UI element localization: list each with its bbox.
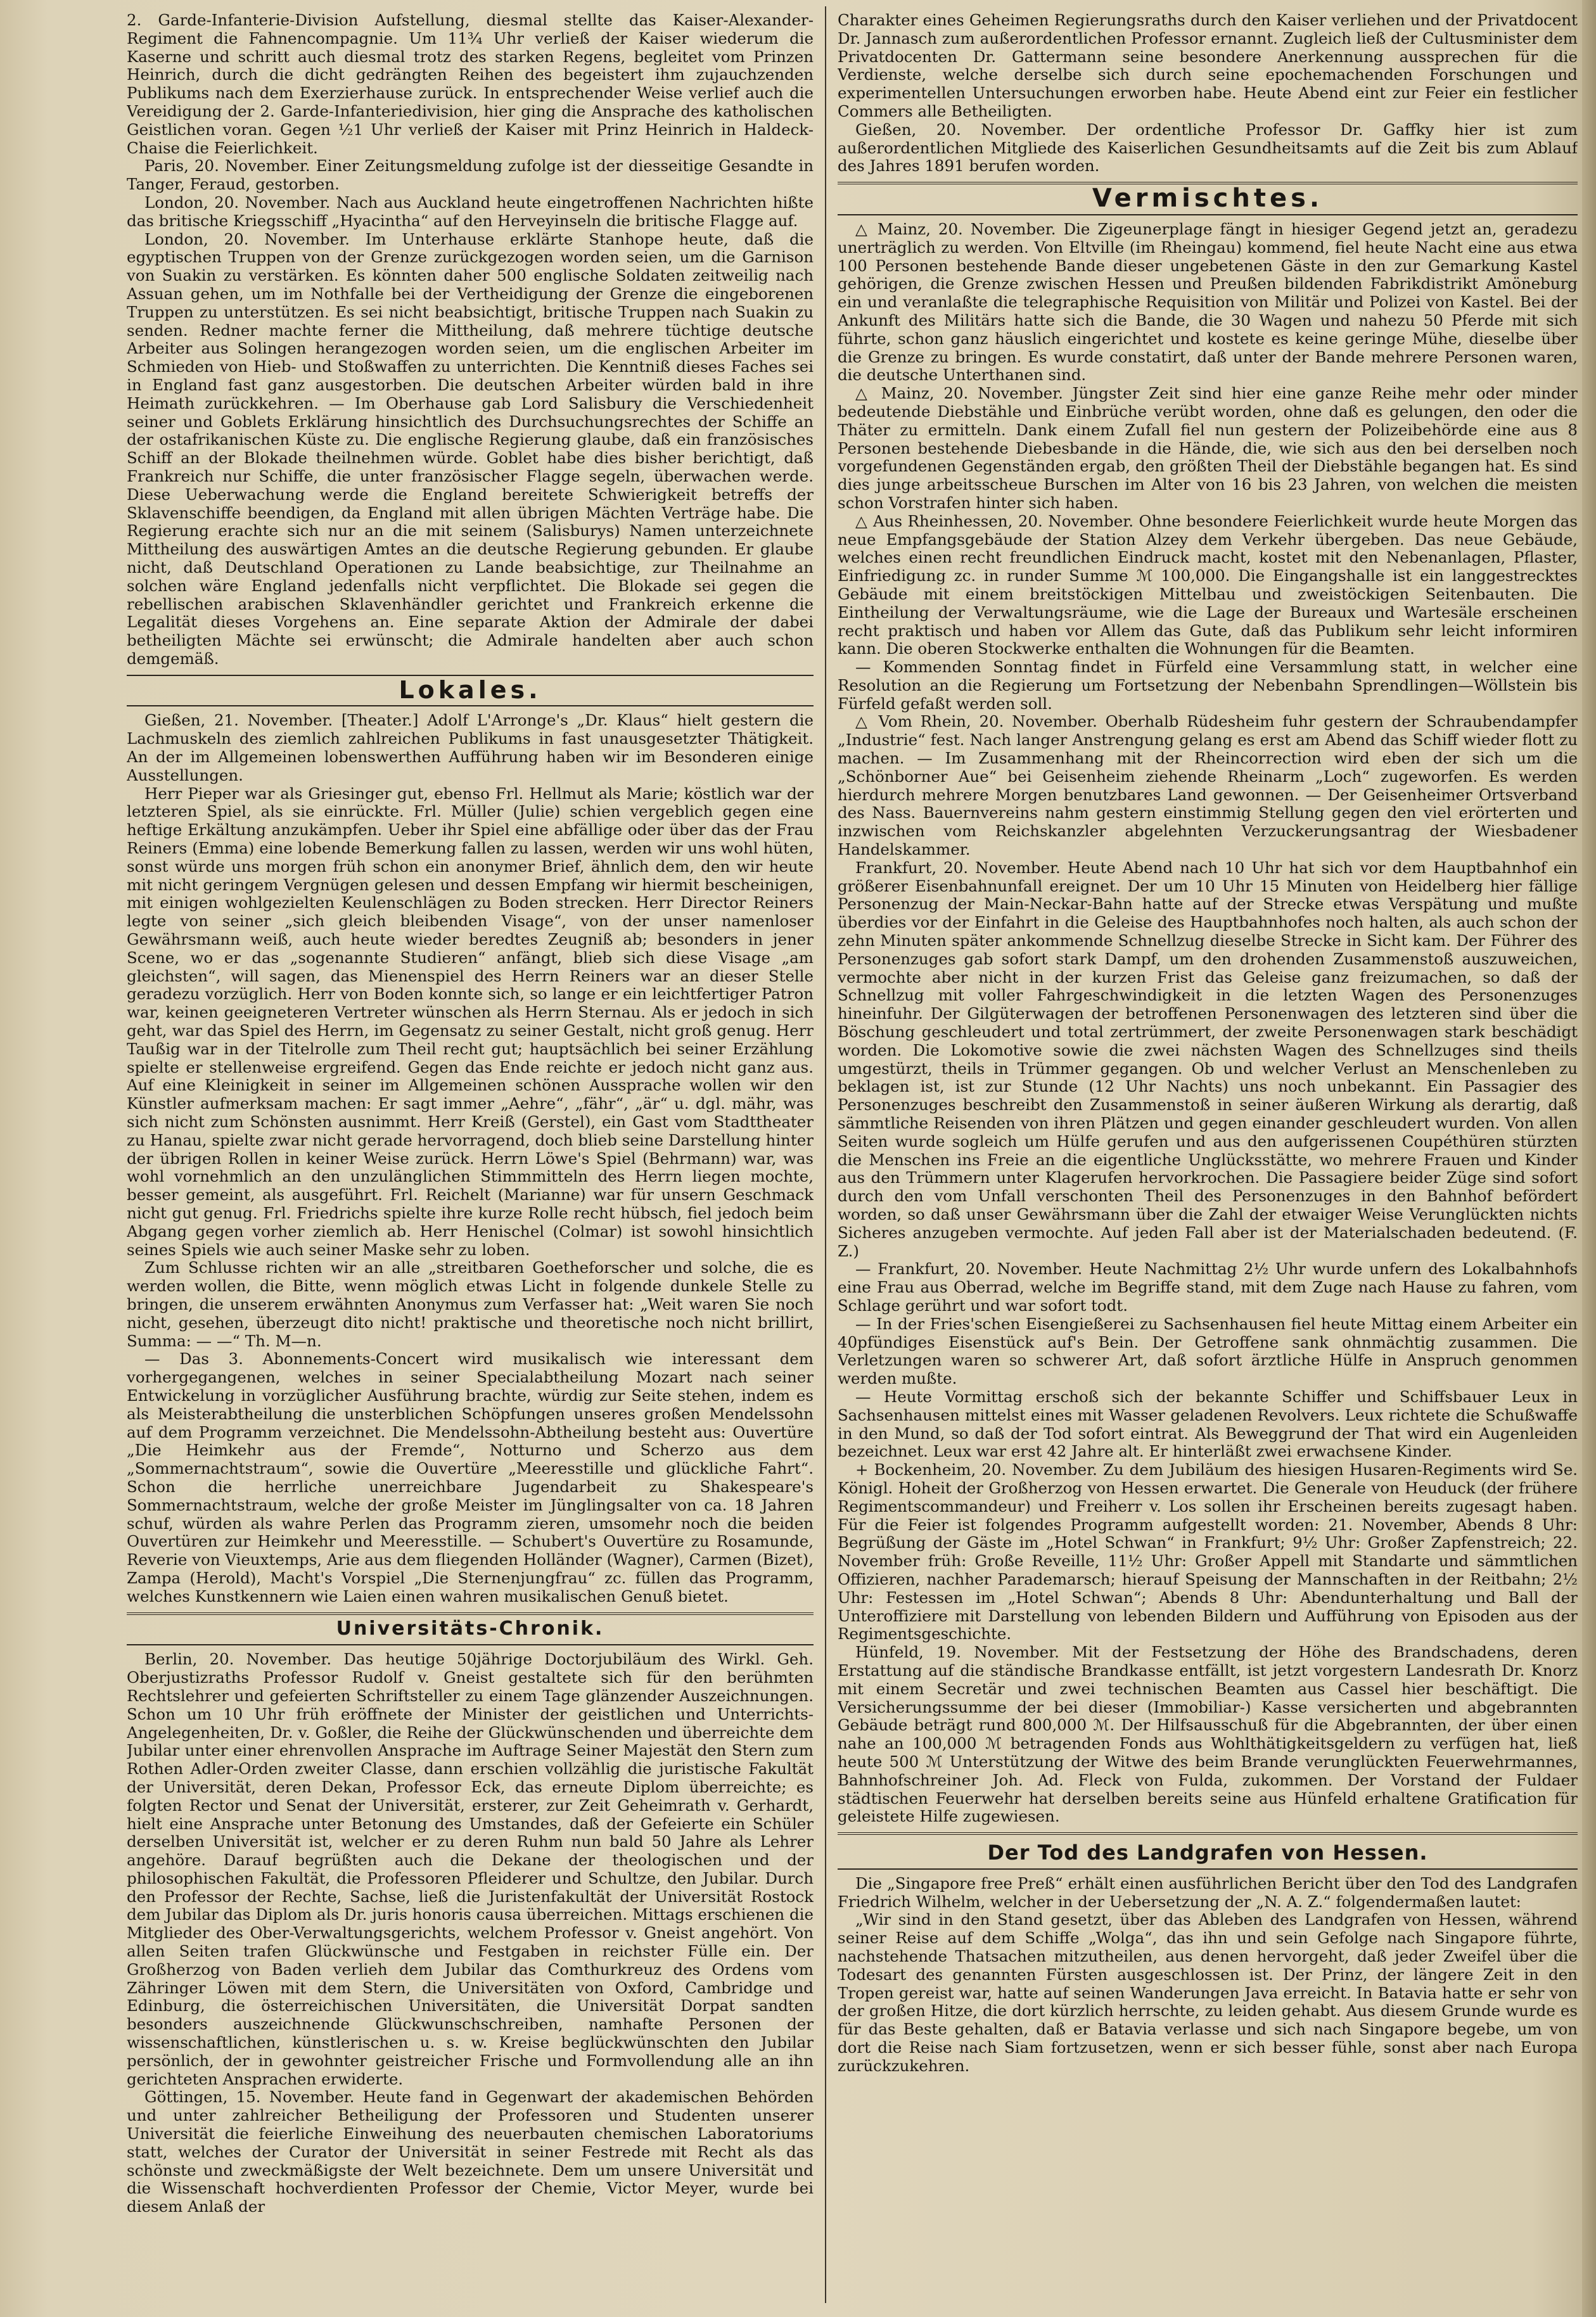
article-paragraph: — Das 3. Abonnements-Concert wird musikalisch wie interessant dem vorhergegangenen, welches in seiner Specialabtheilung Mozart nach seiner Entwickelung in vorzüglicher Ausführung brachte, würdig zur Seite stehen, indem es als Meisterabtheilung die unsterblichen Schöpfungen unseres großen Mendelssohn auf dem Programm verzeichnet. Die Mendelssohn-Abtheilung besteht aus: Ouvertüre „Die Heimkehr aus der Fremde“, Notturno und Scherzo aus dem „Sommernachtstraum“, sowie die Ouvertüre „Meeresstille und glückliche Fahrt“. Schon die herrliche unerreichbare Jugendarbeit zu Shakespeare's Sommernachtstraum, welche der große Meister im Jünglingsalter von ca. 18 Jahren schuf, würden als wahre Perlen das Programm zieren, umsomehr noch die beiden Ouvertüren zur Heimkehr und Meeresstille. — Schubert's Ouvertüre zu Rosamunde, Reverie von Vieuxtemps, Arie aus dem fliegenden Holländer (Wagner), Carmen (Bizet), Zampa (Herold), Macht's Vorspiel „Die Sternenjungfrau“ zc. füllen das Programm, welches Kunstkennern wie Laien einen wahren musikalischen Genuß bietet. (127, 1350, 814, 1605)
left-column (127, 11, 814, 2299)
article-paragraph: London, 20. November. Nach aus Auckland heute eingetroffenen Nachrichten hißte das britische Kriegsschiff „Hyacintha“ auf den Herveyinseln die britische Flagge auf. (127, 193, 814, 230)
article-paragraph: Zum Schlusse richten wir an alle „streitbaren Goetheforscher und solche, die es werden wollen, die Bitte, wenn möglich etwas Licht in folgende dunkele Stelle zu bringen, die unserem erwähnten Anonymus zum Verfasser hat: „Weit waren Sie noch nicht, gesehen, überzeugt dito nicht! praktische und theoretische noch nicht brillirt, Summa: — —“ Th. M—n. (127, 1258, 814, 1350)
article-paragraph: Frankfurt, 20. November. Heute Abend nach 10 Uhr hat sich vor dem Hauptbahnhof ein größerer Eisenbahnunfall ereignet. Der um 10 Uhr 15 Minuten von Heidelberg hier fällige Personenzug der Main-Neckar-Bahn hatte auf der Strecke etwas Verspätung und mußte überdies vor der Einfahrt in die Geleise des Hauptbahnhofes noch halten, als auch schon der zehn Minuten später ankommende Schnellzug dieselbe Strecke in Sicht kam. Der Führer des Personenzuges gab sofort stark Dampf, um den drohenden Zusammenstoß auszuweichen, vermochte aber nicht in der kurzen Frist das Geleise ganz freizumachen, so daß der Schnellzug mit voller Fahrgeschwindigkeit in die letzten Wagen des Personenzuges hineinfuhr. Der Gilgüterwagen der betroffenen Personenwagen des letzteren sind über die Böschung geschleudert und total zertrümmert, der zweite Personenwagen stark beschädigt worden. Die Lokomotive sowie die zwei nächsten Wagen des Schnellzuges sind theils umgestürzt, theils in Trümmer gegangen. Ob und welcher Verlust an Menschenleben zu beklagen ist, ist zur Stunde (12 Uhr Nachts) uns noch unbekannt. Ein Passagier des Personenzuges beschreibt den Zusammenstoß in seiner äußeren Wirkung als derartig, daß sämmtliche Reisenden von ihren Plätzen und gegen einander geschleudert wurden. Von allen Seiten wurde sogleich um Hülfe gerufen und aus den aufgerissenen Coupéthüren stürzten die Menschen ins Freie an die eigentliche Unglücksstätte, wo mehrere Frauen und Kinder aus den Trümmern unter Klagerufen hervorkrochen. Die Passagiere beider Züge sind sofort durch den vom Unfall verschonten Theil des Personenzuges in den Bahnhof befördert worden, so daß unser Gewährsmann über die Zahl der etwaiger Weise Verunglückten nichts Sicheres anzugeben vermochte. Auf jeden Fall aber ist der Materialschaden bedeutend. (F. Z.) (838, 858, 1578, 1260)
article-paragraph: △ Aus Rheinhessen, 20. November. Ohne besondere Feierlichkeit wurde heute Morgen das neue Empfangsgebäude der Station Alzey dem Verkehr übergeben. Das neue Gebäude, welches einen recht freundlichen Eindruck macht, kostet mit den Nebenanlagen, Pflaster, Einfriedigung zc. in runder Summe ℳ 100,000. Die Eingangshalle ist ein langgestrecktes Gebäude mit einem breitstöckigen Mittelbau und zweistöckigen Seitenbauten. Die Eintheilung der Verwaltungsräume, wie die Lage der Bureaux und Wartesäle erscheinen recht praktisch und haben vor Allem das Gute, daß das Publikum sehr leicht informiren kann. Die oberen Stockwerke enthalten die Wohnungen für die Beamten. (838, 511, 1578, 658)
article-paragraph: „Wir sind in den Stand gesetzt, über das Ableben des Landgrafen von Hessen, während seiner Reise auf dem Schiffe „Wolga“, das ihn und sein Gefolge nach Singapore führte, nachstehende Thatsachen mitzutheilen, aus denen hervorgeht, daß jeder Zweifel über die Todesart des genannten Fürsten ausgeschlossen ist. Der Prinz, der längere Zeit in den Tropen gereist war, hatte auf seinen Wanderungen Java erreicht. In Batavia hatte er sehr von der großen Hitze, die dort kürzlich herrschte, zu leiden gehabt. Aus diesem Grunde wurde es für das Beste gehalten, daß er Batavia verlasse und sich nach Singapore begebe, um von dort die Reise nach Siam fortzusetzen, wenn er sich besser fühle, sonst aber nach Europa zurückzukehren. (838, 1910, 1578, 2075)
article-paragraph: Die „Singapore free Preß“ erhält einen ausführlichen Bericht über den Tod des Landgrafen Friedrich Wilhelm, welcher in der Uebersetzung der „N. A. Z.“ folgendermaßen lautet: (838, 1873, 1578, 1911)
article-paragraph: △ Mainz, 20. November. Die Zigeunerplage fängt in hiesiger Gegend jetzt an, geradezu unerträglich zu werden. Von Eltville (im Rheingau) kommend, fiel heute Nacht eine aus etwa 100 Personen bestehende Bande dieser ungebetenen Gäste in den zur Gemarkung Kastel gehörigen, die Grenze zwischen Hessen und Preußen bildenden Fabrikdistrikt Amöneburg ein und veranlaßte die telegraphische Requisition von Militär und Polizei von Kastel. Bei der Ankunft des Militärs hatte sich die Bande, die 30 Wagen und nahezu 50 Pferde mit sich führte, schon ganz häuslich eingerichtet und kostete es keine geringe Mühe, dieselbe über die Grenze zu bringen. Es wurde constatirt, daß unter der Bande mehrere Personen waren, die deutsche Unterthanen sind. (838, 219, 1578, 385)
section-divider (127, 705, 814, 706)
section-divider (127, 1612, 814, 1615)
section-divider (838, 1832, 1578, 1835)
section-heading-universitaet: Universitäts-Chronik. (336, 1617, 604, 1640)
article-paragraph: Hünfeld, 19. November. Mit der Festsetzung der Höhe des Brandschadens, deren Erstattung auf die ständische Brandkasse entfällt, ist jetzt vorgestern Landesrath Dr. Knorz mit einem Secretär und zwei technischen Beamten aus Cassel hier beschäftigt. Die Versicherungssumme der bei dieser (Immobiliar-) Kasse versicherten und abgebrannten Gebäude beträgt rund 800,000 ℳ. Der Hilfsausschuß für die Abgebrannten, der über einen nahe an 100,000 ℳ betragenden Fonds aus Wohlthätigkeitsgeldern zu verfügen hat, ließ heute 500 ℳ Unterstützung der Witwe des beim Brande verunglückten Feuerwehrmannes, Bahnhofschreiner Joh. Ad. Fleck von Fulda, zukommen. Der Vorstand der Fuldaer städtischen Feuerwehr hat derselben bereits seine aus Hünfeld erhaltene Gratification für geleistete Hilfe zugewiesen. (838, 1643, 1578, 1826)
page-edge (1582, 0, 1596, 2317)
right-column (838, 11, 1578, 2299)
article-paragraph: △ Vom Rhein, 20. November. Oberhalb Rüdesheim fuhr gestern der Schraubendampfer „Industrie“ fest. Nach langer Anstrengung gelang es erst am Abend das Schiff wieder flott zu machen. — Im Zusammenhang mit der Rheincorrection wird eben der sich um die „Schönborner Aue“ bei Geisenheim ziehende Rheinarm „Loch“ zugeworfen. Es werden hierdurch mehrere Morgen benutzbares Land gewonnen. — Der Geisenheimer Ortsverband des Nass. Bauernvereins nahm gestern einstimmig Stellung gegen den viel erörterten und inzwischen vom Reichskanzler abgelehnten Verzuckerungsantrag der Wiesbadener Handelskammer. (838, 712, 1578, 859)
article-paragraph: — Frankfurt, 20. November. Heute Nachmittag 2½ Uhr wurde unfern des Lokalbahnhofs eine Frau aus Oberrad, welche im Begriffe stand, mit dem Zuge nach Hause zu fahren, vom Schlage gerührt und war sofort todt. (838, 1260, 1578, 1315)
article-paragraph: Gießen, 20. November. Der ordentliche Professor Dr. Gaffky hier ist zum außerordentlichen Mitgliede des Kaiserlichen Gesundheitsamts auf die Zeit bis zum Ablauf des Jahres 1891 berufen worden. (838, 120, 1578, 176)
section-divider (838, 1868, 1578, 1870)
article-paragraph: — In der Fries'schen Eisengießerei zu Sachsenhausen fiel heute Mittag einem Arbeiter ein 40pfündiges Eisenstück auf's Bein. Der Getroffene sank ohnmächtig zusammen. Die Verletzungen waren so schwerer Art, daß sofort ärztliche Hülfe in Anspruch genommen werden mußte. (838, 1314, 1578, 1388)
article-paragraph: London, 20. November. Im Unterhause erklärte Stanhope heute, daß die egyptischen Truppen von der Grenze zurückgezogen worden seien, um die Garnison von Suakin zu verstärken. Es könnten daher 500 englische Soldaten zeitweilig nach Assuan gehen, um im Nothfalle bei der Vertheidigung der Grenze die eingeborenen Truppen zu unterstützen. Es sei nicht beabsichtigt, britische Truppen nach Suakin zu senden. Redner machte ferner die Mittheilung, daß mehrere tüchtige deutsche Arbeiter aus Solingen herangezogen worden seien, um die englischen Arbeiter im Schmieden von Hieb- und Stoßwaffen zu unterrichten. Die Kenntniß dieses Faches sei in England fast ganz ausgestorben. Die deutschen Arbeiter würden bald in ihre Heimath zurückkehren. — Im Oberhause gab Lord Salisbury die Verschiedenheit seiner und Goblets Erklärung hinsichtlich des Durchsuchungsrechtes der Schiffe an der ostafrikanischen Küste zu. Die englische Regierung glaube, daß ein französisches Schiff an der Blokade theilnehmen würde. Goblet habe dies bisher berichtigt, daß Frankreich nur Schiffe, die unter französischer Flagge segeln, überwachen werde. Diese Ueberwachung werde die England bereitete Schwierigkeit betreffs der Sklavenschiffe beendigen, da England mit allen übrigen Mächten Verträge habe. Die Regierung erachte sich nur an die mit seinem (Salisburys) Namen unterzeichnete Mittheilung des auswärtigen Amtes an die deutsche Regierung gebunden. Er glaube nicht, daß Deutschland Operationen zu Lande beabsichtige, zur Theilnahme an solchen wäre England jedenfalls nicht verpflichtet. Die Blokade sei gegen die rebellischen arabischen Sklavenhändler gerichtet und Frankreich erkenne die Legalität dieses Vorgehens an. Eine separate Aktion der Admirale der dabei betheiligten Mächte sei erwünscht; die Admirale handelten aber auch schon demgemäß. (127, 229, 814, 668)
section-divider (838, 214, 1578, 215)
article-paragraph: Berlin, 20. November. Das heutige 50jährige Doctorjubiläum des Wirkl. Geh. Oberjustizraths Professor Rudolf v. Gneist gestaltete sich für den berühmten Rechtslehrer und gefeierten Schriftsteller zu einem Tage glänzender Auszeichnungen. Schon um 10 Uhr früh eröffnete der Minister der geistlichen und Unterrichts-Angelegenheiten, Dr. v. Goßler, die Reihe der Glückwünschenden und überreichte dem Jubilar unter einer ehrenvollen Ansprache im Auftrage Seiner Majestät den Stern zum Rothen Adler-Orden zweiter Classe, dann erschien vollzählig die juristische Fakultät der Universität, deren Dekan, Professor Eck, das erneute Diplom überreichte; es folgten Rector und Senat der Universität, ersterer, zur Zeit Geheimrath v. Gerhardt, hielt eine Ansprache unter Betonung des Umstandes, daß der Gefeierte ein Schüler derselben Universität ist, welcher er zu deren Ruhm nun bald 50 Jahre als Lehrer angehöre. Darauf begrüßten auch die Dekane der theologischen und der philosophischen Fakultät, die Professoren Pfleiderer und Schultze, den Jubilar. Durch den Professor der Rechte, Sachse, ließ die Juristenfakultät der Universität Rostock dem Jubilar das Diplom als Dr. juris honoris causa überreichen. Mittags erschienen die Mitglieder des Ober-Verwaltungsgerichts, welchem Professor v. Gneist angehört. Von allen Seiten trafen Glückwünsche und Festgaben in reichster Fülle ein. Der Großherzog von Baden verlieh dem Jubilar das Comthurkreuz des Ordens vom Zähringer Löwen mit dem Stern, die Universitäten von Oxford, Cambridge und Edinburg, die österreichischen Universitäten, die Universität Dorpat sandten besonders auszeichnende Glückwunschschreiben, namhafte Personen der wissenschaftlichen, künstlerischen u. s. w. Kreise beglückwünschten den Jubilar persönlich, der in gewohnter geistreicher Frische und Formvollendung alle an ihn gerichteten Ansprachen erwiderte. (127, 1650, 814, 2088)
section-divider (127, 1644, 814, 1645)
article-paragraph: Gießen, 21. November. [Theater.] Adolf L'Arronge's „Dr. Klaus“ hielt gestern die Lachmuskeln des ziemlich zahlreichen Publikums in fast unausgesetzter Thätigkeit. An der im Allgemeinen lobenswerthen Aufführung haben wir im Besonderen einige Ausstellungen. (127, 711, 814, 784)
section-heading-lokales: Lokales. (399, 675, 542, 704)
section-heading-vermischtes: Vermischtes. (1092, 184, 1324, 214)
article-paragraph: Paris, 20. November. Einer Zeitungsmeldung zufolge ist der diesseitige Gesandte in Tanger, Feraud, gestorben. (127, 156, 814, 194)
column-rule (825, 6, 826, 2303)
article-paragraph: Charakter eines Geheimen Regierungsraths durch den Kaiser verliehen und der Privatdocent Dr. Jannasch zum außerordentlichen Professor ernannt. Zugleich ließ der Cultusminister dem Privatdocenten Dr. Gattermann seine besondere Anerkennung aussprechen für die Verdienste, welche derselbe sich durch seine epochemachenden Forschungen und experimentellen Untersuchungen erworben habe. Heute Abend eint zur Feier ein festlicher Commers alle Betheiligten. (838, 11, 1578, 120)
article-paragraph: Göttingen, 15. November. Heute fand in Gegenwart der akademischen Behörden und unter zahlreicher Betheiligung der Professoren und Studenten unserer Universität die feierliche Einweihung des neuerbauten chemischen Laboratoriums statt, welches der Curator der Universität in seiner Festrede mit Recht als das schönste und zweckmäßigste der Welt bezeichnete. Dem um unsere Universität und die Wissenschaft hochverdienten Professor der Chemie, Victor Meyer, wurde bei diesem Anlaß der (127, 2088, 814, 2216)
article-paragraph: 2. Garde-Infanterie-Division Aufstellung, diesmal stellte das Kaiser-Alexander-Regiment die Fahnencompagnie. Um 11¾ Uhr verließ der Kaiser wiederum die Kaserne und schritt auch diesmal trotz des starken Regens, begleitet vom Prinzen Heinrich, durch die dicht gedrängten Reihen des begeistert ihm zujauchzenden Publikums nach dem Exerzierhause zurück. In entsprechender Weise verlief auch die Vereidigung der 2. Garde-Infanteriedivision, hier ging die Ansprache des katholischen Geistlichen voran. Gegen ½1 Uhr verließ der Kaiser mit Prinz Heinrich in Haldeck-Chaise die Feierlichkeit. (127, 11, 814, 157)
article-paragraph: — Heute Vormittag erschoß sich der bekannte Schiffer und Schiffsbauer Leux in Sachsenhausen mittelst eines mit Wasser geladenen Revolvers. Leux richtete die Schußwaffe in den Mund, so daß der Tod sofort eintrat. Als Beweggrund der That wird ein Augenleiden bezeichnet. Leux war erst 42 Jahre alt. Er hinterläßt zwei erwachsene Kinder. (838, 1387, 1578, 1461)
article-paragraph: — Kommenden Sonntag findet in Fürfeld eine Versammlung statt, in welcher eine Resolution an die Regierung um Fortsetzung der Nebenbahn Sprendlingen—Wöllstein bis Fürfeld gefaßt werden soll. (838, 658, 1578, 713)
section-heading-tod: Der Tod des Landgrafen von Hessen. (987, 1841, 1428, 1865)
article-paragraph: Herr Pieper war als Griesinger gut, ebenso Frl. Hellmut als Marie; köstlich war der letzteren Spiel, als sie einrückte. Frl. Müller (Julie) schien vergeblich gegen eine heftige Erkältung anzukämpfen. Ueber ihr Spiel eine abfällige oder über das der Frau Reiners (Emma) eine lobende Bemerkung fallen zu lassen, werden wir uns wohl hüten, sonst würde uns morgen früh schon ein anonymer Brief, ähnlich dem, den wir heute mit nicht geringem Vergnügen gelesen und dessen Empfang wir hiermit bescheinigen, mit einigen wohlgezielten Keulenschlägen zu Boden strecken. Herr Director Reiners legte von seiner „sich gleich bleibenden Visage“, von der unser namenloser Gewährsmann weiß, auch heute wieder beredtes Zeugniß ab; besonders in jener Scene, wo er das „sogenannte Studieren“ anfängt, blieb sich diese Visage „am gleichsten“, will sagen, das Mienenspiel des Herrn Reiners war an dieser Stelle geradezu vorzüglich. Herr von Boden konnte sich, so lange er ein leichtfertiger Patron war, keinen geeigneteren Vertreter wünschen als Herrn Sternau. Als er jedoch in sich geht, war das Spiel des Herrn, im Gegensatz zu seiner Gestalt, nicht groß genug. Herr Taußig war in der Titelrolle zum Theil recht gut; hauptsächlich bei seiner Erzählung spielte er stellenweise ergreifend. Gegen das Ende reichte er jedoch nicht ganz aus. Auf eine Kleinigkeit in seiner im Allgemeinen schönen Aussprache wollen wir den Künstler aufmerksam machen: Er sagt immer „Aehre“, „fähr“, „är“ u. dgl. mähr, was sich nicht zum Schönsten ausnimmt. Herr Kreiß (Gerstel), ein Gast vom Stadttheater zu Hanau, spielte zwar nicht gerade hervorragend, doch blieb seine Darstellung hinter der übrigen Rollen in keiner Weise zurück. Herrn Löwe's Spiel (Behrmann) war, was wohl vornehmlich an den unzulänglichen Stimmmitteln des Herrn liegen mochte, besser gemeint, als ausgeführt. Frl. Reichelt (Marianne) war für unsern Geschmack nicht gut genug. Frl. Friedrichs spielte ihre kurze Rolle recht hübsch, fiel jedoch beim Abgang gegen vorher ziemlich ab. Herr Henischel (Colmar) ist sowohl hinsichtlich seines Spiels wie auch seiner Maske sehr zu loben. (127, 784, 814, 1259)
article-paragraph: △ Mainz, 20. November. Jüngster Zeit sind hier eine ganze Reihe mehr oder minder bedeutende Diebstähle und Einbrüche verübt worden, ohne daß es gelungen, den oder die Thäter zu ermitteln. Dank einem Zufall fiel nun gestern der Polizeibehörde eine aus 8 Personen bestehende Diebesbande in die Hände, die, wie sich aus den bei derselben noch vorgefundenen Gegenständen ergab, den größten Theil der Diebstähle begangen hat. Es sind dies junge arbeitsscheue Burschen im Alter von 16 bis 23 Jahren, von welchen die meisten schon Vorstrafen hinter sich haben. (838, 384, 1578, 512)
article-paragraph: + Bockenheim, 20. November. Zu dem Jubiläum des hiesigen Husaren-Regiments wird Se. Königl. Hoheit der Großherzog von Hessen erwartet. Die Generale von Heuduck (der frühere Regimentscommandeur) und Freiherr v. Los sollen ihr Erscheinen bereits zugesagt haben. Für die Feier ist folgendes Programm aufgestellt worden: 21. November, Abends 8 Uhr: Begrüßung der Gäste im „Hotel Schwan“ in Frankfurt; 9½ Uhr: Großer Zapfenstreich; 22. November früh: Große Reveille, 11½ Uhr: Großer Appell mit Standarte und sämmtlichen Offizieren, nachher Parademarsch; hierauf Speisung der Mannschaften in der Reitbahn; 2½ Uhr: Festessen im „Hotel Schwan“; Abends 8 Uhr: Abendunterhaltung und Ball der Unteroffiziere mit Darstellung von lebenden Bildern und Aufführung von Episoden aus der Regimentsgeschichte. (838, 1460, 1578, 1644)
